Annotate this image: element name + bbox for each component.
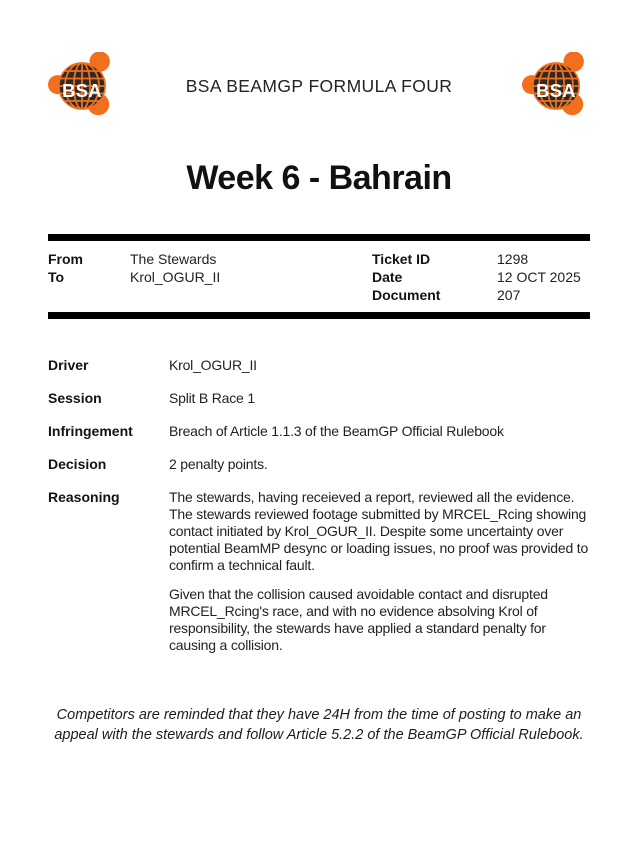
info-value: Krol_OGUR_II bbox=[130, 269, 221, 285]
appeal-reminder-note: Competitors are reminded that they have 24H from the time of posting to make an appeal with the stewards and follow Article 5.2.2 of the BeamGP Official Rulebook. bbox=[54, 707, 584, 743]
field-row-reasoning bbox=[48, 489, 590, 654]
decision-fields bbox=[48, 357, 590, 654]
reasoning-text bbox=[169, 489, 590, 654]
reasoning-paragraph: Given that the collision caused avoidable contact and disrupted MRCEL_Rcing's race, and with no evidence absolving Krol of responsibility, the stewards have applied a standard penalty for causing a collision. bbox=[169, 586, 548, 653]
bsa-globe-logo-icon bbox=[48, 52, 116, 120]
info-label: Date bbox=[372, 269, 403, 285]
field-row-decision bbox=[48, 456, 590, 473]
series-title: BSA BEAMGP FORMULA FOUR bbox=[185, 75, 453, 96]
info-value: 207 bbox=[497, 287, 521, 303]
field-label: Decision bbox=[48, 456, 107, 472]
field-row-session bbox=[48, 390, 590, 407]
info-row-from bbox=[48, 250, 372, 268]
field-value: 2 penalty points. bbox=[169, 456, 268, 472]
info-value: The Stewards bbox=[130, 251, 217, 267]
field-value: Krol_OGUR_II bbox=[169, 357, 257, 373]
field-value: Breach of Article 1.1.3 of the BeamGP Official Rulebook bbox=[169, 423, 504, 439]
info-label: Ticket ID bbox=[372, 251, 431, 267]
field-label: Infringement bbox=[48, 423, 133, 439]
document-info-band bbox=[48, 234, 590, 319]
info-label: To bbox=[48, 269, 65, 285]
field-value: Split B Race 1 bbox=[169, 390, 255, 406]
bsa-globe-logo-icon bbox=[522, 52, 590, 120]
info-row-document-number bbox=[372, 286, 590, 304]
info-column-meta bbox=[372, 250, 590, 304]
field-label: Driver bbox=[48, 357, 89, 373]
info-label: From bbox=[48, 251, 83, 267]
stewards-decision-document bbox=[0, 52, 635, 866]
document-masthead bbox=[48, 52, 590, 120]
info-column-correspondence bbox=[48, 250, 372, 304]
info-row-ticket-id bbox=[372, 250, 590, 268]
field-row-infringement bbox=[48, 423, 590, 440]
info-row-date bbox=[372, 268, 590, 286]
event-title: Week 6 - Bahrain bbox=[186, 159, 452, 197]
info-value: 12 OCT 2025 bbox=[497, 269, 581, 285]
field-row-driver bbox=[48, 357, 590, 374]
info-row-to bbox=[48, 268, 372, 286]
info-value: 1298 bbox=[497, 251, 529, 267]
field-label: Reasoning bbox=[48, 489, 120, 505]
info-label: Document bbox=[372, 287, 441, 303]
reasoning-paragraph: The stewards, having receieved a report, reviewed all the evidence. The stewards reviewed footage submitted by MRCEL_Rcing showing contact initiated by Krol_OGUR_II. Despite some uncertainty over potential BeamMP desync or loading issues, no proof was provided to confirm a technical fault. bbox=[169, 489, 589, 573]
field-label: Session bbox=[48, 390, 102, 406]
